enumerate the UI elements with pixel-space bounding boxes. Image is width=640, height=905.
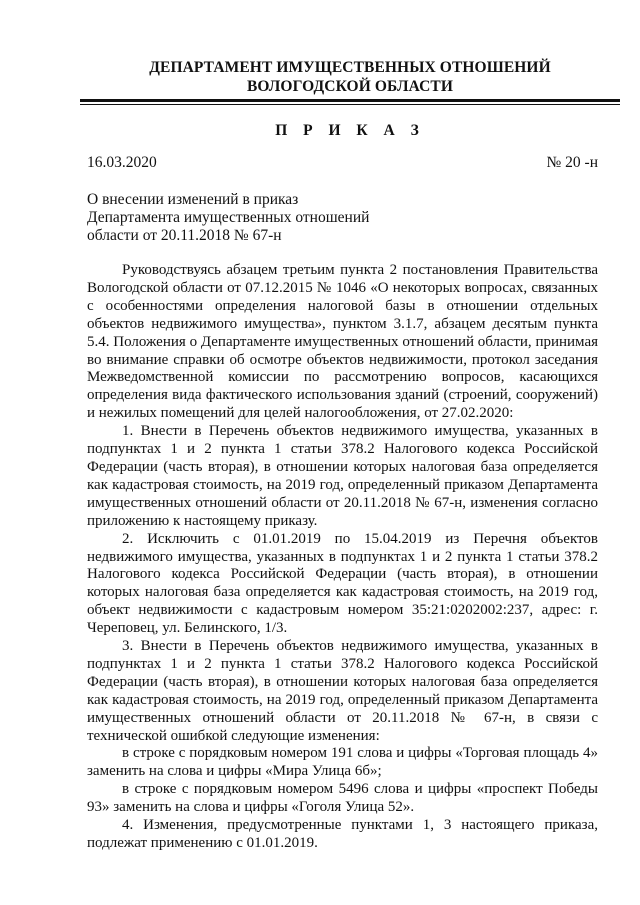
header-rule-thick <box>80 99 620 102</box>
header-rule-thin <box>80 104 620 105</box>
department-header <box>80 58 620 96</box>
clause-3-paragraph: 3. Внести в Перечень объектов недвижимого имущества, указанных в подпунктах 1 и 2 пункта 1 статьи 378.2 Налогового кодекса Российской Федерации (часть вторая), в отношении которых налоговая база определяется как кадастровая стоимость, на 2019 год, определенный приказом Департамента имущественных отношений области от 20.11.2018 № 67-н, в связи с технической ошибкой следующие изменения: <box>87 638 598 744</box>
department-name-line2: ВОЛОГОДСКОЙ ОБЛАСТИ <box>246 78 454 95</box>
preamble-paragraph: Руководствуясь абзацем третьим пункта 2 постановления Правительства Вологодской области от 07.12.2015 № 1046 «О некоторых вопросах, связанных с особенностями определения налоговой базы в отношении отдельных объектов недвижимого имущества», пунктом 3.1.7, абзацем десятым пункта 5.4. Положения о Департаменте имущественных отношений области, принимая во внимание справки об осмотре объектов недвижимости, протокол заседания Межведомственной комиссии по рассмотрению вопросов, касающихся определения вида фактического использования зданий (строений, сооружений) и нежилых помещений для целей налогообложения, от 27.02.2020: <box>87 262 598 422</box>
order-body <box>87 262 598 853</box>
subject-line2: Департамента имущественных отношений <box>87 208 370 226</box>
order-number: № 20 -н <box>546 154 598 171</box>
order-date: 16.03.2020 <box>87 154 157 171</box>
clause-4-paragraph: 4. Изменения, предусмотренные пунктами 1, 3 настоящего приказа, подлежат применению с 01.01.2019. <box>87 817 598 851</box>
order-title: П Р И К А З <box>275 122 425 139</box>
department-name-line1: ДЕПАРТАМЕНТ ИМУЩЕСТВЕННЫХ ОТНОШЕНИЙ <box>149 59 551 76</box>
clause-3-change-2: в строке с порядковым номером 5496 слова и цифры «проспект Победы 93» заменить на слова и цифры «Гоголя Улица 52». <box>87 781 598 816</box>
subject-line1: О внесении изменений в приказ <box>87 191 299 208</box>
order-subject <box>87 191 417 244</box>
clause-3-change-1: в строке с порядковым номером 191 слова и цифры «Торговая площадь 4» заменить на слова и цифры «Мира Улица 6б»; <box>87 745 598 780</box>
clause-2-paragraph: 2. Исключить с 01.01.2019 по 15.04.2019 из Перечня объектов недвижимого имущества, указанных в подпунктах 1 и 2 пункта 1 статьи 378.2 Налогового кодекса Российской Федерации (часть вторая), в отношении которых налоговая база определяется как кадастровая стоимость, на 2019 год, объект недвижимости с кадастровым номером 35:21:0202002:237, адрес: г. Череповец, ул. Белинского, 1/3. <box>87 530 598 637</box>
clause-1-paragraph: 1. Внести в Перечень объектов недвижимого имущества, указанных в подпунктах 1 и 2 пункта 1 статьи 378.2 Налогового кодекса Российской Федерации (часть вторая), в отношении которых налоговая база определяется как кадастровая стоимость, на 2019 год, определенный приказом Департамента имущественных отношений области от 20.11.2018 № 67-н, изменения согласно приложению к настоящему приказу. <box>87 423 598 529</box>
subject-line3: области от 20.11.2018 № 67-н <box>87 226 282 244</box>
